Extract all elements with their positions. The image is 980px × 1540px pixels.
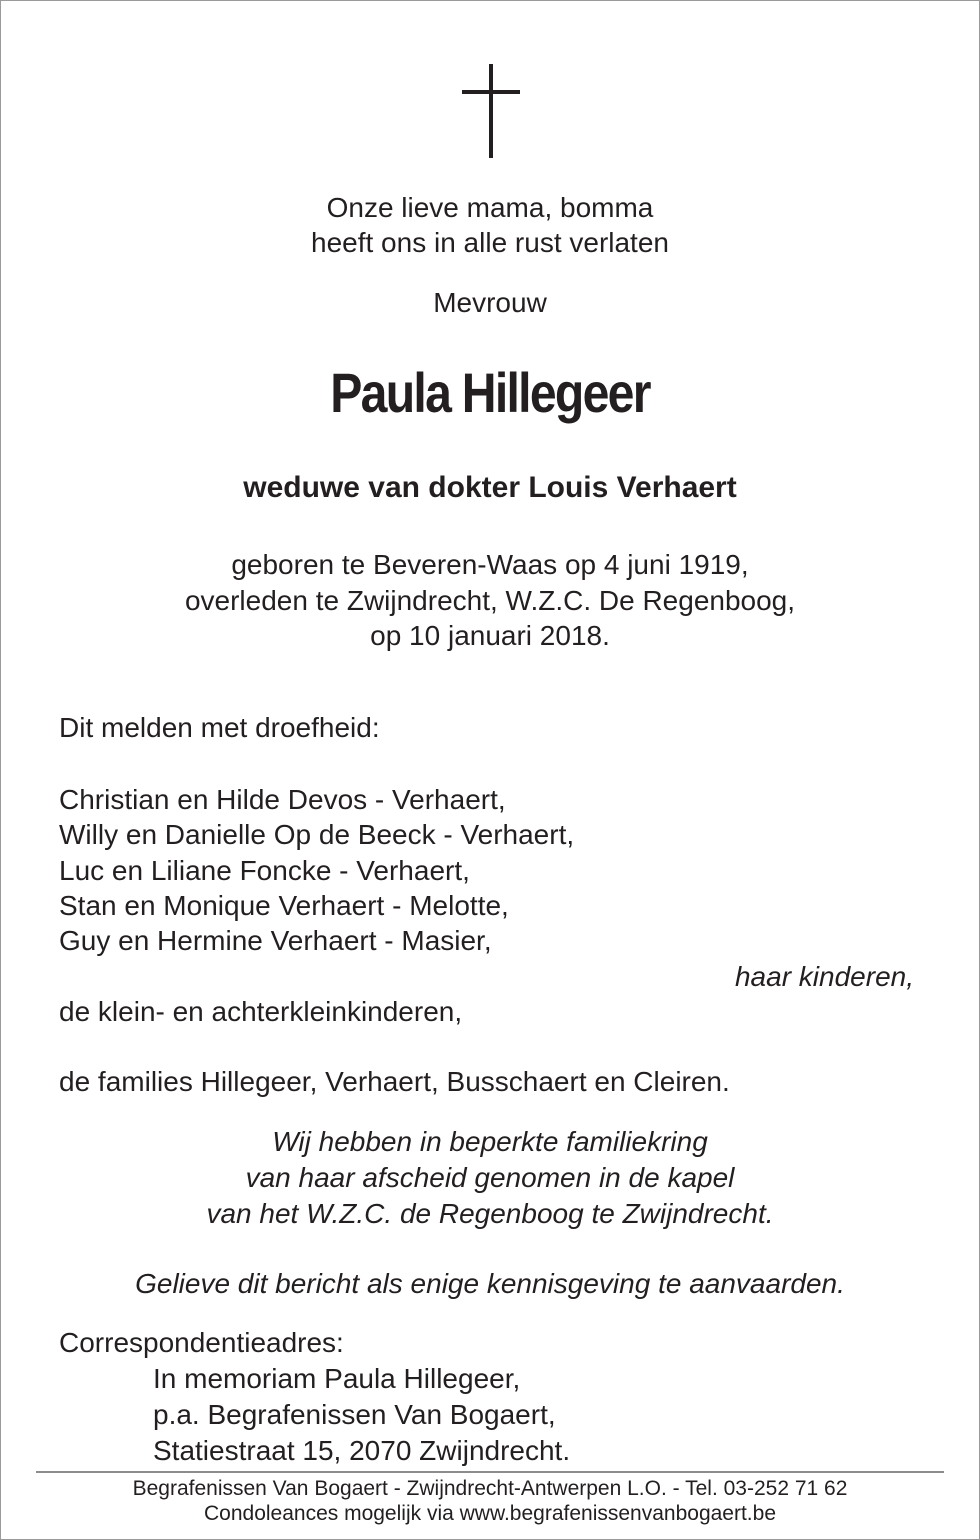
- address-line: In memoriam Paula Hillegeer,: [153, 1363, 521, 1394]
- farewell-line-1: Wij hebben in beperkte familiekring: [272, 1126, 708, 1157]
- address-line: Statiestraat 15, 2070 Zwijndrecht.: [153, 1435, 571, 1466]
- correspondence-label: Correspondentieadres:: [59, 1327, 344, 1358]
- birth-line: geboren te Beveren-Waas op 4 juni 1919,: [231, 549, 749, 580]
- footer-divider: [36, 1471, 944, 1473]
- child-line: Guy en Hermine Verhaert - Masier,: [59, 925, 492, 956]
- children-label: haar kinderen,: [734, 961, 914, 992]
- mourners-intro: Dit melden met droefheid:: [59, 712, 380, 743]
- families-line: de families Hillegeer, Verhaert, Busschaert en Cleiren.: [59, 1066, 730, 1097]
- grandchildren-line: de klein- en achterkleinkinderen,: [59, 996, 463, 1027]
- address-line: p.a. Begrafenissen Van Bogaert,: [153, 1399, 556, 1430]
- intro-line-1: Onze lieve mama, bomma: [326, 192, 654, 223]
- child-line: Stan en Monique Verhaert - Melotte,: [59, 890, 509, 921]
- child-line: Christian en Hilde Devos - Verhaert,: [59, 784, 506, 815]
- notice-line: Gelieve dit bericht als enige kennisgeving te aanvaarden.: [135, 1268, 845, 1299]
- intro-line-2: heeft ons in alle rust verlaten: [311, 227, 669, 258]
- footer-line-1: Begrafenissen Van Bogaert - Zwijndrecht-Antwerpen L.O. - Tel. 03-252 71 62: [132, 1477, 848, 1500]
- salutation: Mevrouw: [433, 287, 547, 318]
- cross-icon: [462, 64, 520, 158]
- deceased-name: Paula Hillegeer: [330, 361, 650, 424]
- death-date-line: op 10 januari 2018.: [370, 620, 610, 651]
- farewell-line-3: van het W.Z.C. de Regenboog te Zwijndrecht.: [206, 1198, 774, 1229]
- footer-line-2: Condoleances mogelijk via www.begrafenissenvanbogaert.be: [203, 1502, 776, 1525]
- child-line: Willy en Danielle Op de Beeck - Verhaert,: [59, 819, 575, 850]
- widow-of: weduwe van dokter Louis Verhaert: [243, 471, 737, 504]
- farewell-line-2: van haar afscheid genomen in de kapel: [245, 1162, 735, 1193]
- child-line: Luc en Liliane Foncke - Verhaert,: [59, 855, 470, 886]
- death-line: overleden te Zwijndrecht, W.Z.C. De Regenboog,: [184, 585, 796, 616]
